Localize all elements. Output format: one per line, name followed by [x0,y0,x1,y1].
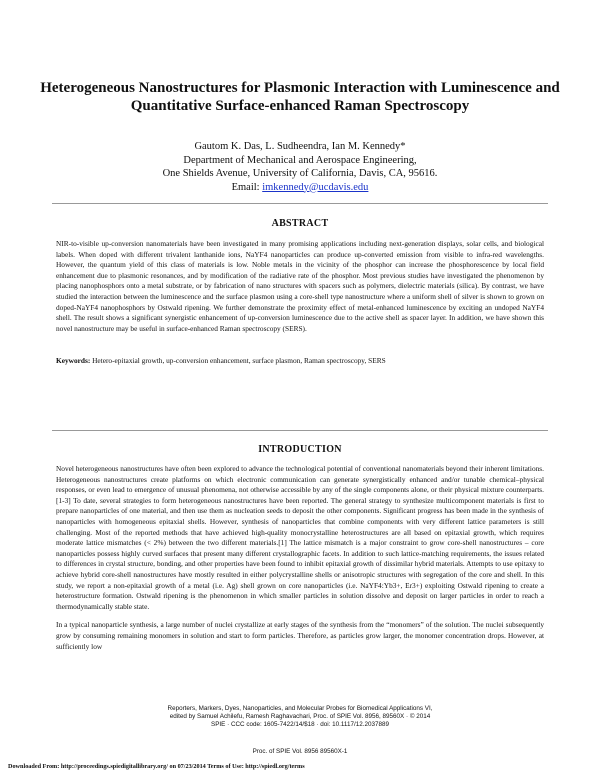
publication-reference [40,705,560,729]
keywords-label: Keywords: [56,356,91,365]
author-names: Gautom K. Das, L. Sudheendra, Ian M. Kennedy* [194,141,406,152]
abstract-heading: ABSTRACT [271,218,329,229]
intro-paragraph-1: Novel heterogeneous nanostructures have often been explored to advance the technological potential of conventional nanomaterials beyond their inherent limitations. Heterogeneous nanostructures create platforms on which electronic communication can generate synergistically enhanced and/or tunable chemical–physical responses, or even lead to emergence of unusual phenomena, not otherwise accessible by any of the single components alone, or their physical mixture counterparts.[1-3] To date, several strategies to form heterogeneous nanostructures have been reported. The general strategy to synthesize multicomponent materials is first to prepare nanoparticles of one material, and then use them as nucleation seeds to deposit the other components. Significant progress has been made in the synthesis of nanoparticles with homogeneous epitaxial shells. However, synthesis of nanoparticles that combine components with very different lattice parameters is still challenging. Most of the reported methods that have achieved high-quality monocrystalline heterostructures are all based on epitaxial growth, which requires moderate lattice mismatches (< 2%) between the two different materials.[1] The lattice mismatch is a major constraint to grow core-shell nanostructures – core nanoparticles possess highly curved surfaces that present many different crystallographic facets. In addition to such lattice-matching requirements, the issues related to differences in crystal structure, bonding, and other properties have been found to inhibit epitaxial growth of dissimilar hybrid materials. Attempts to use epitaxy to achieve hybrid core-shell nanostructures have mostly resulted in either polycrystalline shells or anisotropic structures with segregation of the core and shell. In this study, we report a non-epitaxial growth of a metal (i.e. Ag) shell grown on core nanoparticles (i.e. NaYF4:Yb3+, Er3+) exploiting Ostwald ripening to create a heterostructure formation. Ostwald ripening is the phenomenon in which smaller particles in solution dissolve and deposit on larger particles in order to reach a thermodynamically stable state. [56,464,544,611]
author-department: Department of Mechanical and Aerospace Engineering, [183,154,417,166]
email-link[interactable]: imkennedy@ucdavis.edu [262,181,369,193]
page-number: Proc. of SPIE Vol. 8956 89560X-1 [252,748,348,755]
keywords [56,356,544,365]
intro-paragraph-2: In a typical nanoparticle synthesis, a large number of nuclei crystallize at early stages of the synthesis from the “monomers” of the solution. The nuclei subsequently grow by consuming remaining monomers in solution and start to form particles. Therefore, as particles grow larger, the monomer concentration drops. However, at sufficiently low [56,620,544,651]
footer-line-3: SPIE · CCC code: 1605-7422/14/$18 · doi: 10.1117/12.2037889 [211,721,389,728]
email-label: Email: [231,181,263,193]
divider [52,430,548,431]
author-block [40,140,560,194]
download-notice: Downloaded From: http://proceedings.spiedigitallibrary.org/ on 07/23/2014 Terms of Use: http://spiedl.org/terms [8,763,305,770]
author-address: One Shields Avenue, University of California, Davis, CA, 95616. [162,168,438,179]
divider [52,203,548,204]
abstract-text: NIR-to-visible up-conversion nanomaterials have been investigated in many promising applications including next-generation displays, solar cells, and biological labels. When doped with different trivalent lanthanide ions, NaYF4 nanoparticles can produce up-converted emission from visible to infra-red wavelengths. However, the quantum yield of this class of materials is low. Noble metals in the vicinity of the phosphor can increase the phosphorescence by local field enhancement due to plasmonic resonances, and by modification of the radiative rate of the phosphor. Most previous studies have investigated the phenomenon by placing nanophosphors onto a metal substrate, or by fabrication of nano structures with spacers such as polymers, dielectric materials (silica). By contrast, we have studied the interaction between the luminescence and the surface plasmon using a core-shell type nanostructure where a uniform shell of silver is shown to grown on doped-NaYF4 nanophosphors by Ostwald ripening. We further demonstrate the proximity effect of metal-enhanced luminescence by exciting an undoped NaYF4 shell. The result shows a significant synergistic enhancement of up-conversion luminescence due to the active shell as spacer layer. In addition, we have shown this novel nanostructure may be useful in surface-enhanced Raman spectroscopy (SERS). [56,239,544,333]
footer-line-2: edited by Samuel Achilefu, Ramesh Raghavachari, Proc. of SPIE Vol. 8956, 89560X · © 2014 [169,713,431,720]
author-email-line [40,181,560,195]
introduction-heading: INTRODUCTION [258,444,342,455]
introduction-body [56,464,544,652]
paper-title: Heterogeneous Nanostructures for Plasmonic Interaction with Luminescence and Quantitative Surface-enhanced Raman Spectroscopy [40,80,560,114]
footer-line-1: Reporters, Markers, Dyes, Nanoparticles, and Molecular Probes for Biomedical Applications VI, [167,705,433,712]
keywords-text: Hetero-epitaxial growth, up-conversion enhancement, surface plasmon, Raman spectroscopy, SERS [90,356,386,365]
